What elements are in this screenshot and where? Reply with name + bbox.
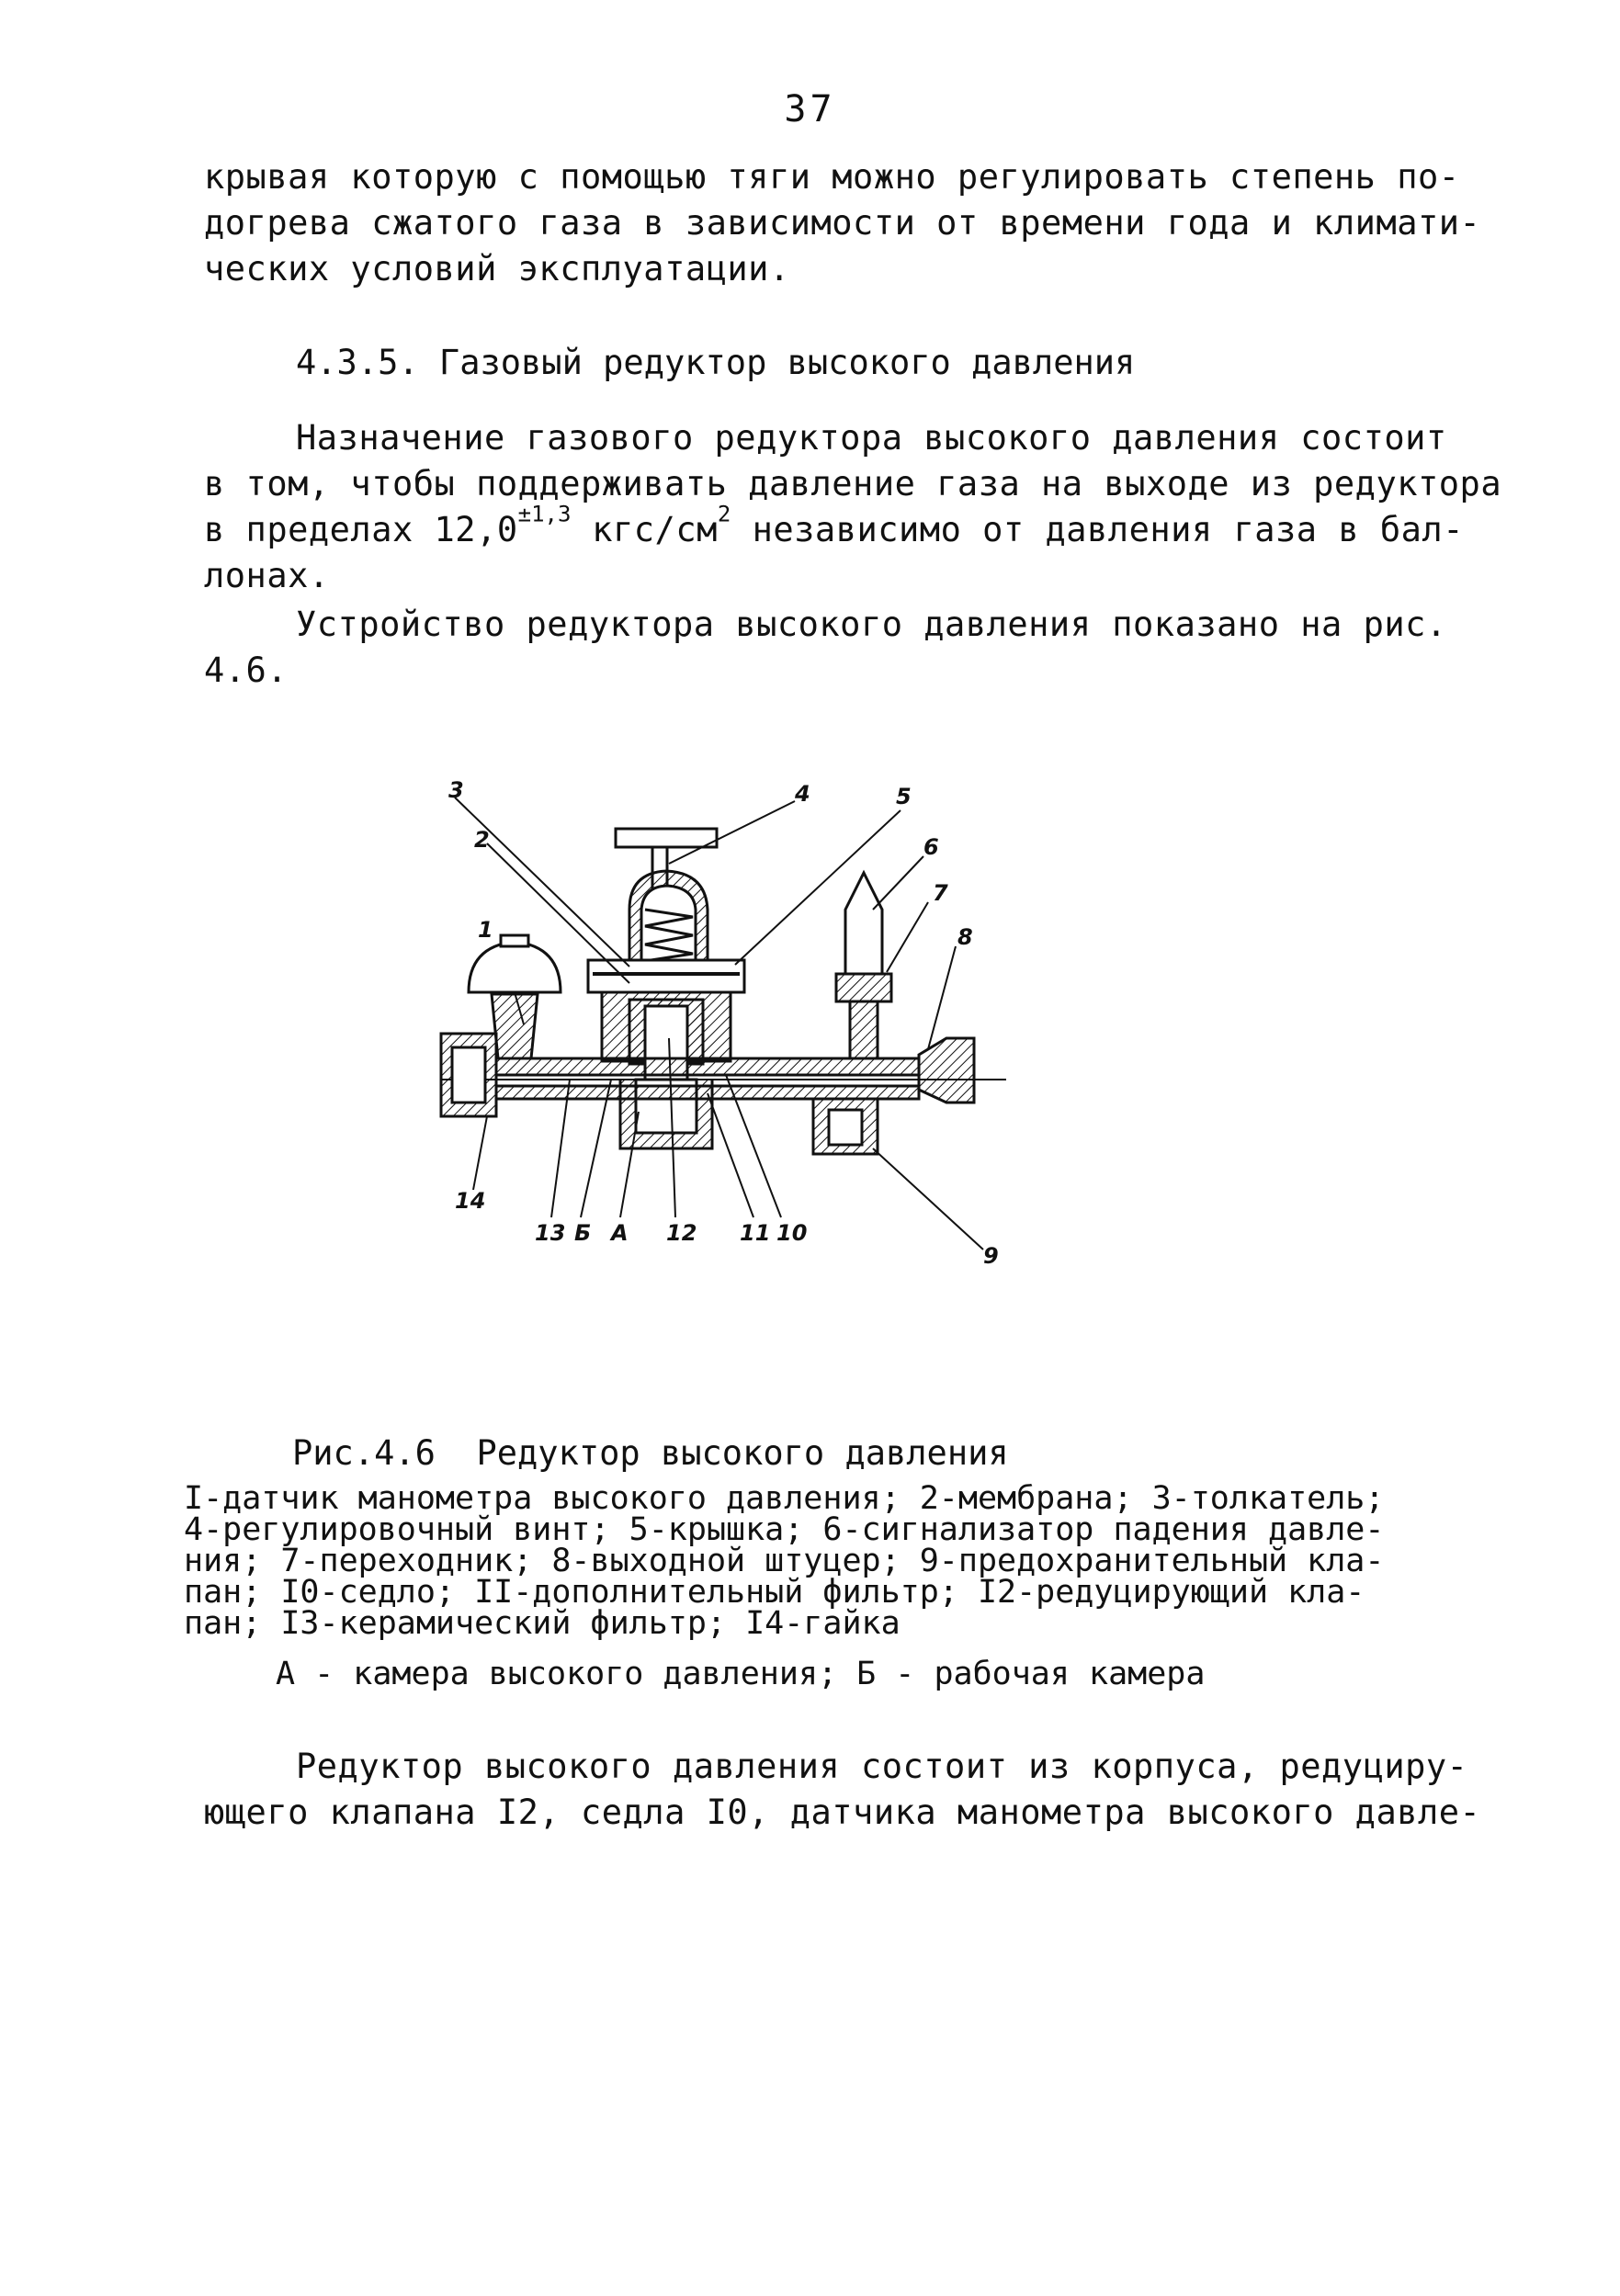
legend-line: пан; I3-керамический фильтр; I4-гайка (184, 1605, 901, 1642)
continuation-line: ющего клапана I2, седла I0, датчика манометра высокого давле- (204, 1793, 1481, 1832)
structure-paragraph (204, 602, 1447, 694)
legend-line: ния; 7-переходник; 8-выходной штуцер; 9-предохранительный кла- (184, 1543, 1385, 1579)
figure-caption-title: Рис.4.6 Редуктор высокого давления (292, 1433, 1009, 1473)
legend-line: 4-регулировочный винт; 5-крышка; 6-сигнализатор падения давле- (184, 1511, 1385, 1548)
callout-3: 3 (448, 777, 464, 803)
purpose-value: в пределах 12,0 (204, 510, 518, 549)
callout-B: Б (574, 1220, 592, 1246)
page-number: 37 (784, 88, 836, 130)
unit-exponent: 2 (717, 501, 731, 527)
legend-line: пан; I0-седло; II-дополнительный фильтр; I2-редуцирующий кла- (184, 1574, 1365, 1611)
callout-13: 13 (535, 1220, 566, 1246)
callout-A: А (611, 1220, 629, 1246)
callout-14: 14 (455, 1188, 486, 1214)
callout-7: 7 (933, 880, 948, 906)
callout-6: 6 (923, 834, 939, 860)
structure-line: Устройство редуктора высокого давления показано на рис. (296, 605, 1447, 644)
intro-line: крывая которую с помощью тяги можно регулировать степень по- (204, 157, 1460, 197)
chamber-legend: А - камера высокого давления; Б - рабочая камера (276, 1656, 1206, 1692)
figure-legend (184, 1480, 1397, 1642)
section-heading: 4.3.5. Газовый редуктор высокого давления (296, 343, 1136, 382)
purpose-line: лонах. (204, 556, 330, 595)
unit: кгс/см (571, 510, 718, 549)
reducer-body (441, 797, 1006, 1250)
callout-11: 11 (740, 1220, 771, 1246)
continuation-paragraph (204, 1744, 1481, 1836)
structure-line: 4.6. (204, 650, 289, 690)
intro-line: догрева сжатого газа в зависимости от времени года и климати- (204, 203, 1481, 243)
callout-10: 10 (776, 1220, 808, 1246)
callout-4: 4 (795, 781, 810, 807)
intro-paragraph (204, 154, 1481, 292)
callout-9: 9 (983, 1243, 999, 1269)
purpose-tail: независимо от давления газа в бал- (731, 510, 1464, 549)
callout-8: 8 (957, 924, 973, 950)
tolerance-superscript: ±1,3 (517, 501, 572, 527)
callout-2: 2 (474, 827, 490, 853)
reducer-drawing (432, 763, 1020, 1277)
purpose-line-with-tolerance (204, 501, 1464, 553)
reducer-diagram (432, 763, 1020, 1277)
continuation-line: Редуктор высокого давления состоит из корпуса, редуциру- (296, 1747, 1468, 1786)
purpose-line: в том, чтобы поддерживать давление газа на выходе из редуктора (204, 464, 1502, 503)
purpose-line: Назначение газового редуктора высокого давления состоит (296, 418, 1447, 458)
purpose-paragraph (204, 415, 1502, 599)
callout-1: 1 (478, 917, 493, 943)
callout-5: 5 (896, 784, 912, 809)
legend-line: I-датчик манометра высокого давления; 2-мембрана; 3-толкатель; (184, 1480, 1385, 1517)
intro-line: ческих условий эксплуатации. (204, 249, 790, 288)
callout-12: 12 (666, 1220, 697, 1246)
